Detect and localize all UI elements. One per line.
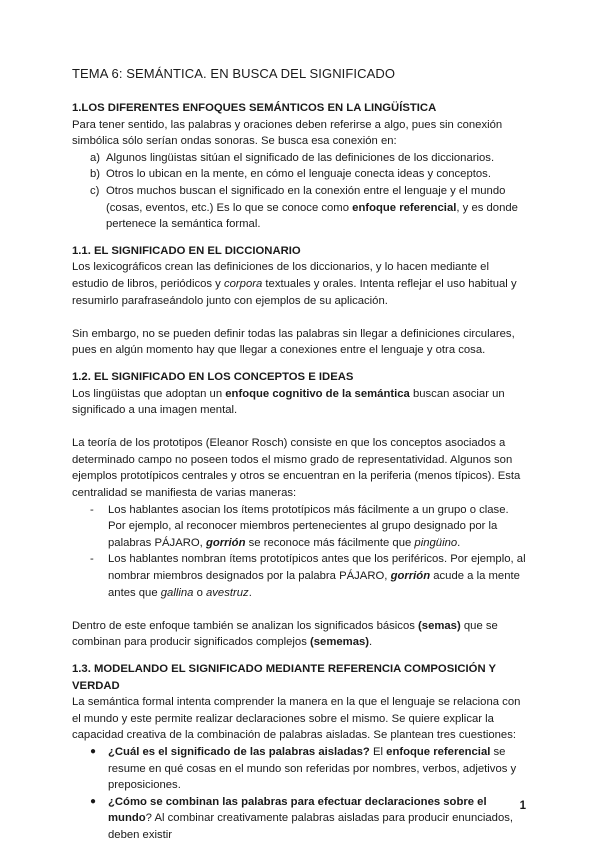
document-page bbox=[72, 66, 528, 844]
section-1-heading: 1.LOS DIFERENTES ENFOQUES SEMÁNTICOS EN LA LINGÜÍSTICA bbox=[72, 102, 437, 114]
section-1-2-paragraph: La teoría de los prototipos (Eleanor Rosch) consiste en que los conceptos asociados a determinado campo no poseen todos el mismo grado de representatividad. Algunos son ejemplos prototípicos centrales y otros se encuentran en la periferia (menos típicos). Esta centralidad se manifiesta de varias maneras: bbox=[72, 437, 521, 500]
questions-list bbox=[72, 744, 528, 844]
list-item: - Los hablantes asocian los ítems prototípicos más fácilmente a un grupo o clase. Por ejemplo, al reconocer miembros pertenecientes al grupo designado por la palabras PÁJARO, gorrión se reconoce más fácilmente que pingüino. bbox=[90, 503, 509, 549]
section-1-1-heading: 1.1. EL SIGNIFICADO EN EL DICCIONARIO bbox=[72, 244, 301, 257]
section-1-2-paragraph: Dentro de este enfoque también se analizan los significados básicos (semas) que se combinan para producir significados complejos (sememas). bbox=[72, 619, 498, 649]
list-item: ● ¿Cómo se combinan las palabras para efectuar declaraciones sobre el mundo? Al combinar creativamente palabras aisladas para producir enunciados, deben existir bbox=[90, 795, 514, 841]
section-1-1-paragraph: Sin embargo, no se pueden definir todas las palabras sin llegar a definiciones circulares, pues en algún momento hay que llegar a conexiones entre el lenguaje y otra cosa. bbox=[72, 327, 515, 357]
section-1-2-heading: 1.2. EL SIGNIFICADO EN LOS CONCEPTOS E IDEAS bbox=[72, 370, 354, 383]
list-item: c) Otros muchos buscan el significado en la conexión entre el lenguaje y el mundo (cosas, eventos, etc.) Es lo que se conoce como enfoque referencial, y es donde pertenece la semántica formal. bbox=[90, 184, 518, 231]
approaches-list bbox=[72, 150, 528, 233]
section-1-2-paragraph: Los lingüistas que adoptan un enfoque cognitivo de la semántica buscan asociar un significado a una imagen mental. bbox=[72, 387, 505, 417]
section-1-3-paragraph: La semántica formal intenta comprender la manera en la que el lenguaje se relaciona con el mundo y este permite realizar declaraciones sobre el mismo. Se quiere explicar la capacidad creativa de la combinación de palabras aisladas. Se plantean tres cuestiones: bbox=[72, 696, 521, 742]
list-item: b) Otros lo ubican en la mente, en cómo el lenguaje conecta ideas y conceptos. bbox=[90, 168, 491, 181]
section-1-3-heading: 1.3. MODELANDO EL SIGNIFICADO MEDIANTE REFERENCIA COMPOSICIÓN Y VERDAD bbox=[72, 663, 496, 692]
list-item: a) Algunos lingüistas sitúan el significado de las definiciones de los diccionarios. bbox=[90, 151, 495, 164]
list-item: ● ¿Cuál es el significado de las palabras aisladas? El enfoque referencial se resume en qué cosas en el mundo son referidas por nombres, verbos, adjetivos y preposiciones. bbox=[90, 745, 517, 792]
list-item: - Los hablantes nombran ítems prototípicos antes que los periféricos. Por ejemplo, al nombrar miembros designados por la palabra PÁJARO, gorrión acude a la mente antes que gallina o avestruz. bbox=[90, 553, 526, 599]
document-title: TEMA 6: SEMÁNTICA. EN BUSCA DEL SIGNIFICADO bbox=[72, 66, 396, 81]
page-number: 1 bbox=[519, 800, 526, 812]
section-1-intro: Para tener sentido, las palabras y oraciones deben referirse a algo, pues sin conexión simbólica sólo serían ondas sonoras. Se busca esa conexión en: bbox=[72, 118, 503, 148]
section-1-1-paragraph: Los lexicográficos crean las definiciones de los diccionarios, y lo hacen mediante el estudio de libros, periódicos y corpora textuales y orales. Intenta reflejar el uso habitual y resumirlo parafraseándolo junto con ejemplos de su aplicación. bbox=[72, 261, 517, 307]
prototype-list bbox=[72, 502, 528, 602]
